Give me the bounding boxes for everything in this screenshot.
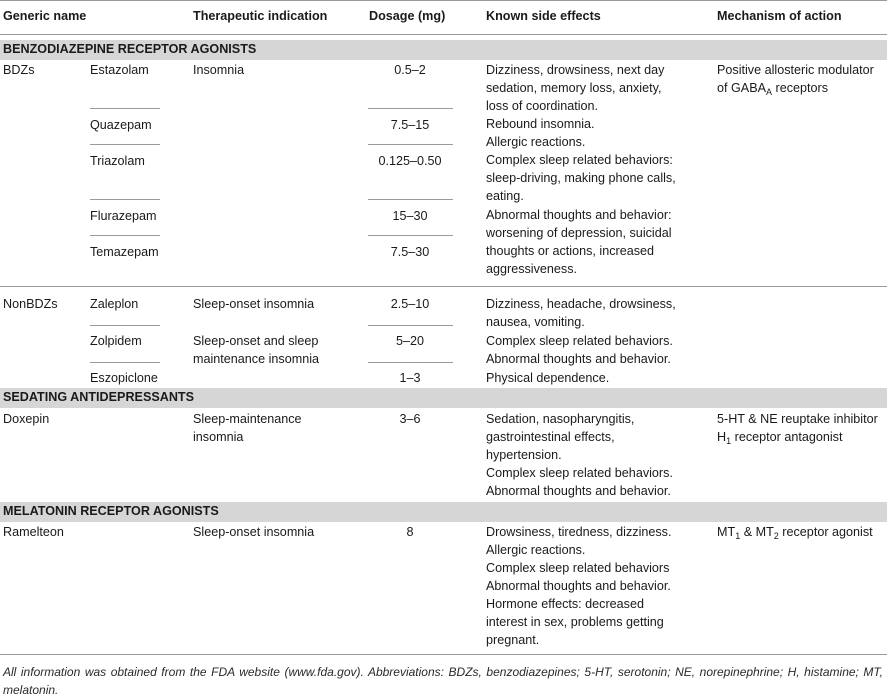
side-effect-line: Complex sleep related behaviors. [486, 466, 673, 480]
side-effect-line: Abnormal thoughts and behavior: [486, 208, 672, 222]
side-effect-line: Dizziness, headache, drowsiness, [486, 297, 676, 311]
row-separator [368, 235, 453, 236]
dosage-triazolam: 0.125–0.50 [378, 154, 442, 168]
drug-class-nonbdzs: NonBDZs [3, 297, 58, 311]
side-effect-line: Hormone effects: decreased [486, 597, 644, 611]
drug-name-ramelteon: Ramelteon [3, 525, 64, 539]
mechanism-bdzs-line2: of $GABA_A$ receptors [717, 81, 829, 97]
section-title-benzodiazepine: BENZODIAZEPINE RECEPTOR AGONISTS [3, 42, 257, 56]
drug-class-bdzs: BDZs [3, 63, 35, 77]
dosage-flurazepam: 15–30 [392, 209, 428, 223]
side-effect-line: hypertension. [486, 448, 562, 462]
row-separator [90, 108, 160, 109]
indication-doxepin-line1: Sleep-maintenance [193, 412, 302, 426]
section-title-melatonin: MELATONIN RECEPTOR AGONISTS [3, 504, 219, 518]
side-effect-line: sleep-driving, making phone calls, [486, 171, 676, 185]
side-effect-line: thoughts or actions, increased [486, 244, 655, 258]
drug-name-eszopiclone: Eszopiclone [90, 371, 158, 385]
drug-name-triazolam: Triazolam [90, 154, 145, 168]
side-effect-line: Complex sleep related behaviors: [486, 153, 673, 167]
side-effect-line: eating. [486, 189, 524, 203]
side-effect-line: Abnormal thoughts and behavior. [486, 579, 671, 593]
drug-name-zolpidem: Zolpidem [90, 334, 142, 348]
side-effect-line: Dizziness, drowsiness, next day [486, 63, 665, 77]
row-separator [368, 325, 453, 326]
column-header-therapeutic-indication: Therapeutic indication [193, 9, 328, 23]
drug-name-quazepam: Quazepam [90, 118, 152, 132]
dosage-zaleplon: 2.5–10 [390, 297, 430, 311]
dosage-temazepam: 7.5–30 [390, 245, 430, 259]
column-header-generic-name: Generic name [3, 9, 87, 23]
table-footnote: All information was obtained from the FDA website (www.fda.gov). Abbreviations: BDZs, benzodiazepines; 5-HT, serotonin; NE, norepinephrine; H, histamine; MT, melatonin. [3, 665, 883, 697]
dosage-eszopiclone: 1–3 [399, 371, 421, 385]
table-top-rule [0, 0, 887, 1]
column-header-side-effects: Known side effects [486, 9, 601, 23]
drug-name-flurazepam: Flurazepam [90, 209, 157, 223]
side-effect-line: Allergic reactions. [486, 543, 586, 557]
row-separator [368, 199, 453, 200]
group-rule [0, 286, 887, 287]
side-effect-line: Drowsiness, tiredness, dizziness. [486, 525, 672, 539]
drug-name-zaleplon: Zaleplon [90, 297, 139, 311]
side-effect-line: Abnormal thoughts and behavior. [486, 352, 671, 366]
side-effect-line: aggressiveness. [486, 262, 578, 276]
mechanism-doxepin-line2: $H_1$ receptor antagonist [717, 430, 843, 446]
row-separator [90, 199, 160, 200]
drug-name-doxepin: Doxepin [3, 412, 50, 426]
dosage-ramelteon: 8 [406, 525, 414, 539]
mechanism-ramelteon: $MT_1$ & $MT_2$ receptor agonist [717, 525, 873, 541]
indication-doxepin-line2: insomnia [193, 430, 244, 444]
row-separator [368, 144, 453, 145]
dosage-doxepin: 3–6 [399, 412, 421, 426]
side-effect-line: Complex sleep related behaviors [486, 561, 670, 575]
row-separator [368, 362, 453, 363]
side-effect-line: Rebound insomnia. [486, 117, 595, 131]
mechanism-doxepin-line1: 5-HT & NE reuptake inhibitor [717, 412, 878, 426]
dosage-estazolam: 0.5–2 [394, 63, 426, 77]
header-bottom-rule [0, 34, 887, 35]
side-effect-line: Allergic reactions. [486, 135, 586, 149]
table-bottom-rule [0, 654, 887, 655]
side-effect-line: Sedation, nasopharyngitis, [486, 412, 635, 426]
section-title-antidepressants: SEDATING ANTIDEPRESSANTS [3, 390, 195, 404]
row-separator [90, 325, 160, 326]
row-separator [90, 144, 160, 145]
column-header-dosage: Dosage (mg) [369, 9, 446, 23]
side-effect-line: interest in sex, problems getting [486, 615, 664, 629]
side-effect-line: pregnant. [486, 633, 540, 647]
column-header-mechanism: Mechanism of action [717, 9, 842, 23]
side-effect-line: loss of coordination. [486, 99, 599, 113]
side-effect-line: gastrointestinal effects, [486, 430, 615, 444]
mechanism-bdzs-line1: Positive allosteric modulator [717, 63, 874, 77]
dosage-quazepam: 7.5–15 [390, 118, 430, 132]
row-separator [90, 362, 160, 363]
drug-name-estazolam: Estazolam [90, 63, 149, 77]
drug-name-temazepam: Temazepam [90, 245, 159, 259]
row-separator [90, 235, 160, 236]
indication-zolpidem-line1: Sleep-onset and sleep [193, 334, 319, 348]
indication-zolpidem-line2: maintenance insomnia [193, 352, 320, 366]
side-effect-line: sedation, memory loss, anxiety, [486, 81, 662, 95]
indication-ramelteon: Sleep-onset insomnia [193, 525, 315, 539]
row-separator [368, 108, 453, 109]
side-effect-line: worsening of depression, suicidal [486, 226, 672, 240]
indication-zaleplon: Sleep-onset insomnia [193, 297, 315, 311]
side-effect-line: Complex sleep related behaviors. [486, 334, 673, 348]
side-effect-line: nausea, vomiting. [486, 315, 585, 329]
side-effect-line: Abnormal thoughts and behavior. [486, 484, 671, 498]
side-effect-line: Physical dependence. [486, 371, 610, 385]
indication-bdzs: Insomnia [193, 63, 245, 77]
dosage-zolpidem: 5–20 [395, 334, 425, 348]
